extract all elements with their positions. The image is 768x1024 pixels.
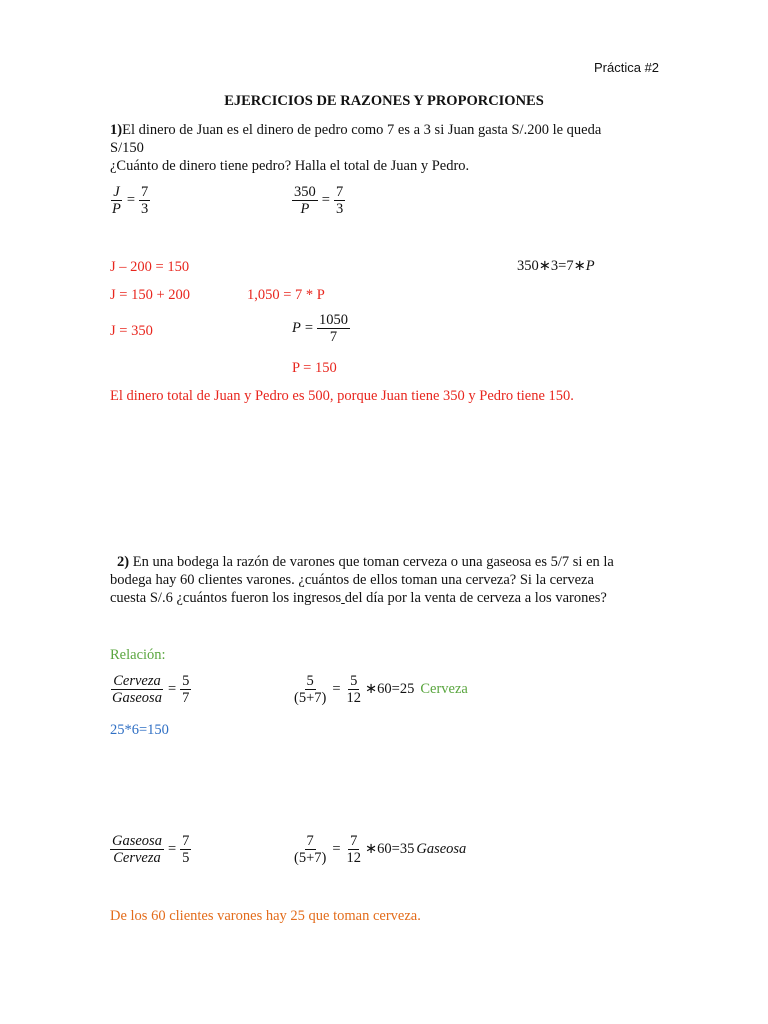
equation-j-over-p: $\frac{J}{P}$ = $\frac{7}{3}$ [112, 184, 149, 217]
step-j-sum: J = 150 + 200 [110, 287, 190, 303]
problem2-line2: bodega hay 60 clientes varones. ¿cuántos de ellos toman una cerveza? Si la cerveza [110, 572, 594, 588]
gaseosa-label: Gaseosa [416, 841, 467, 857]
income-calc: 25*6=150 [110, 722, 169, 738]
problem1-line2: S/150 [110, 140, 144, 156]
page-title: EJERCICIOS DE RAZONES Y PROPORCIONES [224, 93, 544, 109]
equation-p-1050-over-7: P = $\frac{1050}{7}$ [292, 312, 349, 345]
equation-cerveza-result: $\frac{5}{(5+7)}$ = $\frac{5}{12}$ ∗60=25 Cerveza [294, 673, 468, 706]
problem2-number: 2) [117, 554, 130, 570]
problem1-line3: ¿Cuánto de dinero tiene pedro? Halla el total de Juan y Pedro. [110, 158, 470, 174]
problem1-number: 1) [110, 122, 123, 138]
step-j-minus-200: J – 200 = 150 [110, 259, 190, 275]
step-1050: 1,050 = 7 * P [247, 287, 325, 303]
problem2-line1: 2) En una bodega la razón de varones que toman cerveza o una gaseosa es 5/7 si en la [117, 554, 614, 570]
problem1-conclusion: El dinero total de Juan y Pedro es 500, porque Juan tiene 350 y Pedro tiene 150. [110, 388, 574, 404]
problem2-line3: cuesta S/.6 ¿cuántos fueron los ingresos del día por la venta de cerveza a los varones? [110, 590, 607, 606]
step-j-350: J = 350 [110, 323, 153, 339]
step-p-150: P = 150 [292, 360, 337, 376]
equation-cerveza-over-gaseosa: $\frac{\text{Cerveza}}{\text{Gaseosa}}$ = $\frac{5}{7}$ [112, 673, 190, 706]
practice-label: Práctica #2 [594, 60, 660, 75]
equation-gaseosa-result: $\frac{7}{(5+7)}$ = $\frac{7}{12}$ ∗60=35 Gaseosa [294, 833, 467, 866]
problem2-conclusion: De los 60 clientes varones hay 25 que toman cerveza. [110, 908, 421, 924]
cerveza-label: Cerveza [420, 681, 468, 697]
equation-gaseosa-over-cerveza: $\frac{\text{Gaseosa}}{\text{Cerveza}}$ = $\frac{7}{5}$ [112, 833, 190, 866]
equation-350-over-p: $\frac{350}{P}$ = $\frac{7}{3}$ [294, 184, 344, 217]
equation-350-times-3: 350∗3=7∗P [517, 258, 595, 274]
problem1-line1: 1)El dinero de Juan es el dinero de pedro como 7 es a 3 si Juan gasta S/.200 le queda [110, 122, 602, 138]
relacion-label: Relación: [110, 647, 166, 663]
